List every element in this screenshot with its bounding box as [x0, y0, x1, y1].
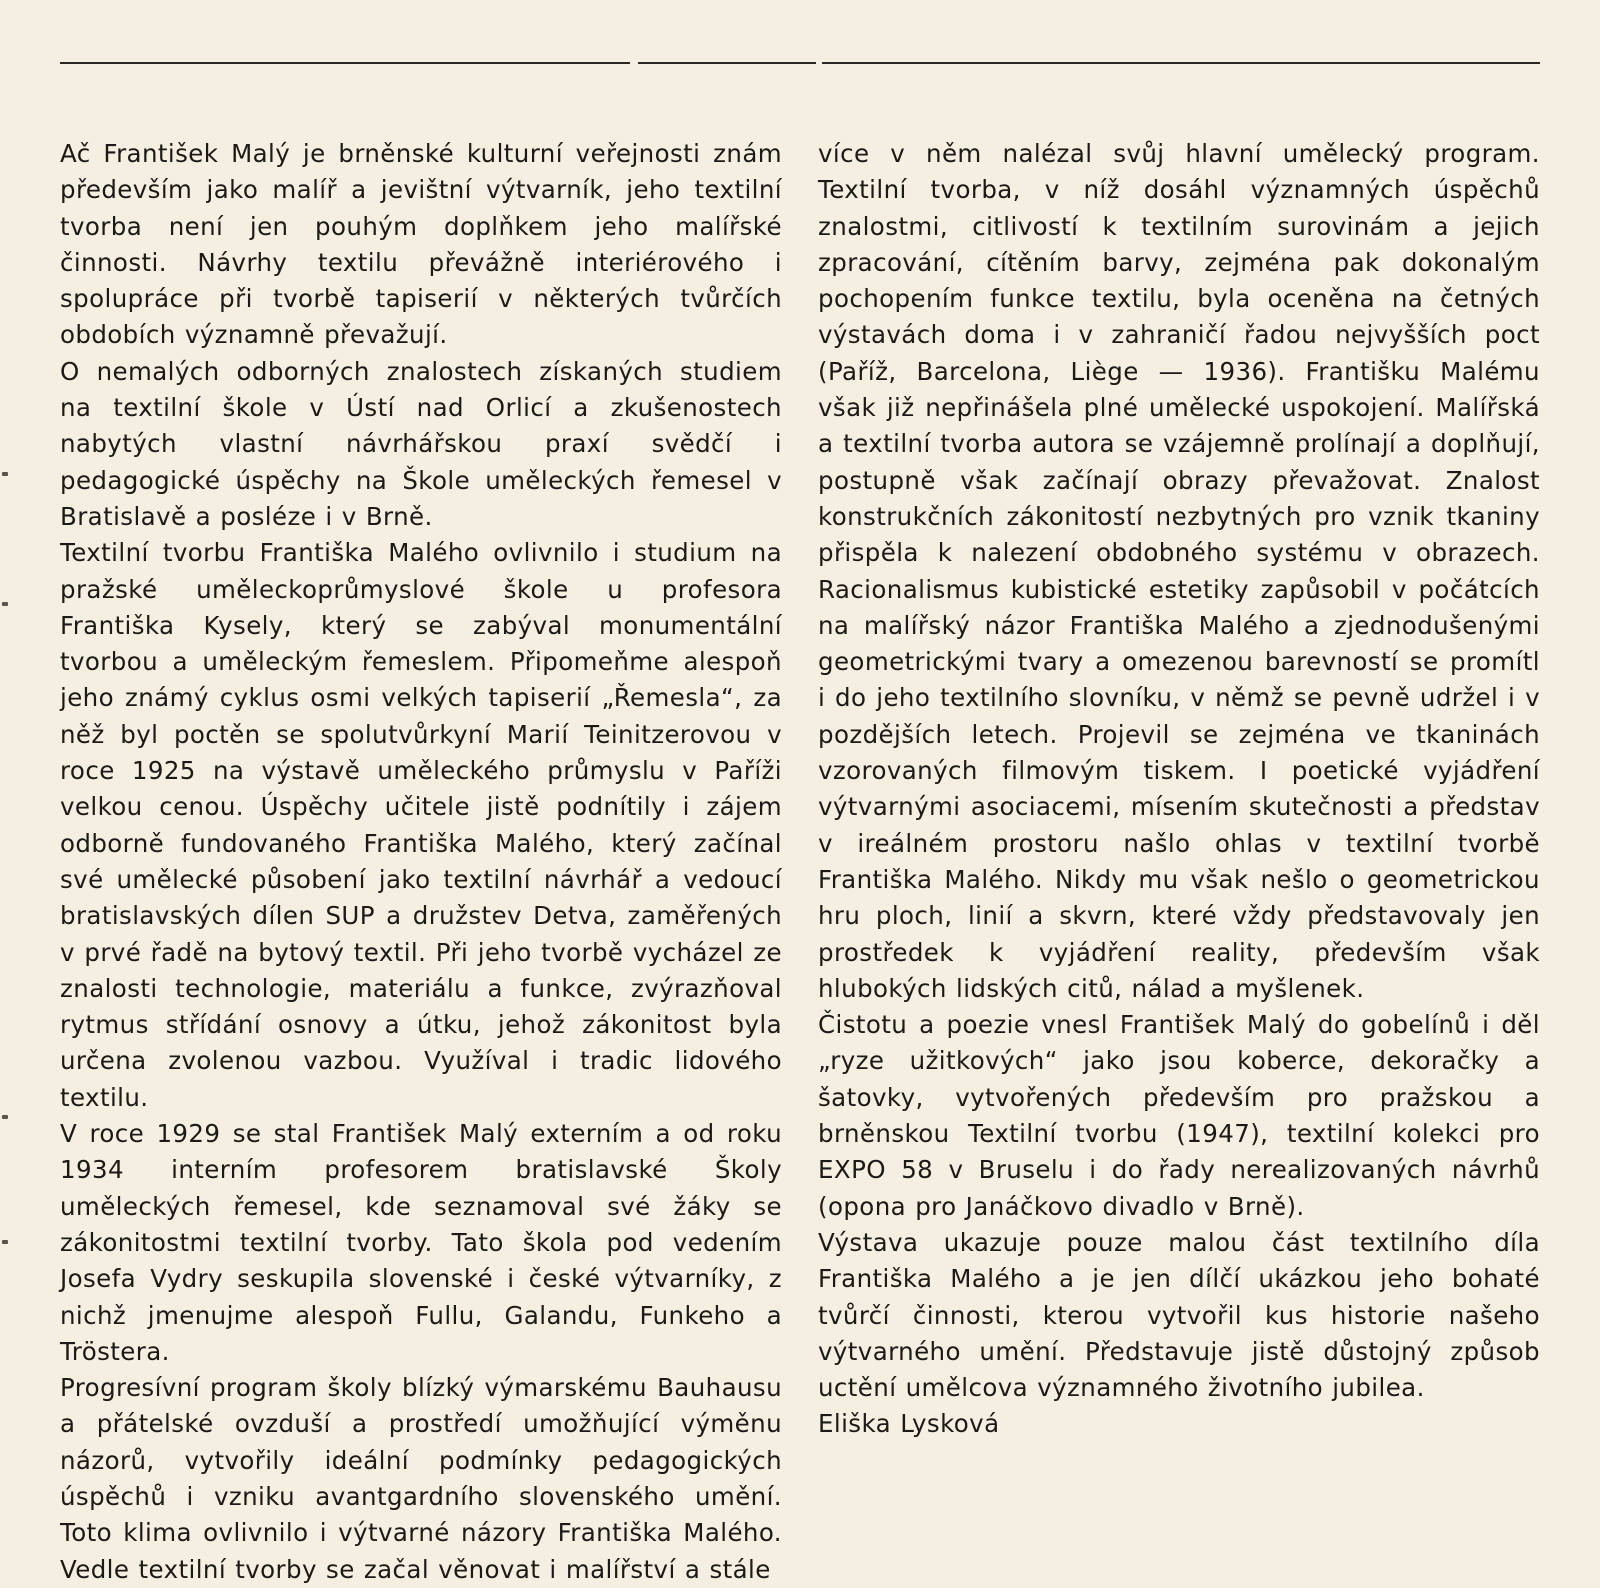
paragraph: V roce 1929 se stal František Malý externím a od roku 1934 interním profesorem bratislavské Školy uměleckých řemesel, kde seznamoval své žáky se zákonitostmi textilní tvorby. Tato škola pod vedením Josefa Vydry seskupila slovenské i české výtvarníky, z nichž jmenujme alespoň Fullu, Galandu, Funkeho a Tröstera.: [60, 1119, 782, 1366]
top-rule-right: [822, 62, 1540, 64]
paragraph: Progresívní program školy blízký výmarskému Bauhausu a přátelské ovzduší a prostředí umožňující výměnu názorů, vytvořily ideální podmínky pedagogických úspěchů i vzniku avantgardního slovenského umění. Toto klima ovlivnilo i výtvarné názory Františka Malého. Vedle textilní tvorby se začal věnovat i malířství a stále: [60, 1373, 782, 1584]
text-column-left: [60, 136, 782, 1588]
binding-mark: [2, 472, 8, 476]
paragraph: více v něm nalézal svůj hlavní umělecký program. Textilní tvorba, v níž dosáhl významných úspěchů znalostmi, citlivostí k textilním surovinám a jejich zpracování, cítěním barvy, zejména pak dokonalým pochopením funkce textilu, byla oceněna na četných výstavách doma i v zahraničí řadou nejvyšších poct (Paříž, Barcelona, Liège — 1936). Františku Malému však již nepřinášela plné umělecké uspokojení. Malířská a textilní tvorba autora se vzájemně prolínají a doplňují, postupně však začínají obrazy převažovat. Znalost konstrukčních zákonitostí nezbytných pro vznik tkaniny přispěla k nalezení obdobného systému v obrazech. Racionalismus kubistické estetiky zapůsobil v počátcích na malířský názor Františka Malého a zjednodušenými geometrickými tvary a omezenou barevností se promítl i do jeho textilního slovníku, v němž se pevně udržel i v pozdějších letech. Projevil se zejména ve tkaninách vzorovaných filmovým tiskem. I poetické vyjádření výtvarnými asociacemi, mísením skutečnosti a představ v ireálném prostoru našlo ohlas v textilní tvorbě Františka Malého. Nikdy mu však nešlo o geometrickou hru ploch, linií a skvrn, které vždy představovaly jen prostředek k vyjádření reality, především však hlubokých lidských citů, nálad a myšlenek.: [818, 139, 1540, 1003]
author-signature: Eliška Lysková: [818, 1409, 1000, 1439]
binding-mark: [2, 1240, 8, 1244]
text-column-right: [818, 136, 1540, 1443]
top-rule-left: [60, 62, 630, 64]
paragraph: Výstava ukazuje pouze malou část textilního díla Františka Malého a je jen dílčí ukázkou jeho bohaté tvůrčí činnosti, kterou vytvořil kus historie našeho výtvarného umění. Představuje jistě důstojný způsob uctění umělcova významného životního jubilea.: [818, 1227, 1540, 1403]
paragraph: Textilní tvorbu Františka Malého ovlivnilo i studium na pražské uměleckoprůmyslové škole u profesora Františka Kysely, který se zabýval monumentální tvorbou a uměleckým řemeslem. Připomeňme alespoň jeho známý cyklus osmi velkých tapiserií „Řemesla“, za něž byl poctěn se spolutvůrkyní Marií Teinitzerovou v roce 1925 na výstavě uměleckého průmyslu v Paříži velkou cenou. Úspěchy učitele jistě podnítily i zájem odborně fundovaného Františka Malého, který začínal své umělecké působení jako textilní návrhář a vedoucí bratislavských dílen SUP a družstev Detva, zaměřených v prvé řadě na bytový textil. Při jeho tvorbě vycházel ze znalosti technologie, materiálu a funkce, zvýrazňoval rytmus střídání osnovy a útku, jehož zákonitost byla určena zvolenou vazbou. Využíval i tradic lidového textilu.: [60, 538, 782, 1112]
paragraph: Čistotu a poezie vnesl František Malý do gobelínů i děl „ryze užitkových“ jako jsou koberce, dekoračky a šatovky, vytvořených především pro pražskou a brněnskou Textilní tvorbu (1947), textilní kolekci pro EXPO 58 v Bruselu i do řady nerealizovaných návrhů (opona pro Janáčkovo divadlo v Brně).: [818, 1010, 1540, 1221]
binding-mark: [2, 602, 8, 606]
binding-mark: [2, 1115, 8, 1119]
paragraph: O nemalých odborných znalostech získaných studiem na textilní škole v Ústí nad Orlicí a zkušenostech nabytých vlastní návrhářskou praxí svědčí i pedagogické úspěchy na Škole uměleckých řemesel v Bratislavě a posléze i v Brně.: [60, 356, 782, 531]
paragraph: Ač František Malý je brněnské kulturní veřejnosti znám především jako malíř a jevištní výtvarník, jeho textilní tvorba není jen pouhým doplňkem jeho malířské činnosti. Návrhy textilu převážně interiérového i spolupráce při tvorbě tapiserií v některých tvůrčích obdobích významně převažují.: [60, 139, 782, 350]
top-rule-middle: [638, 62, 816, 64]
